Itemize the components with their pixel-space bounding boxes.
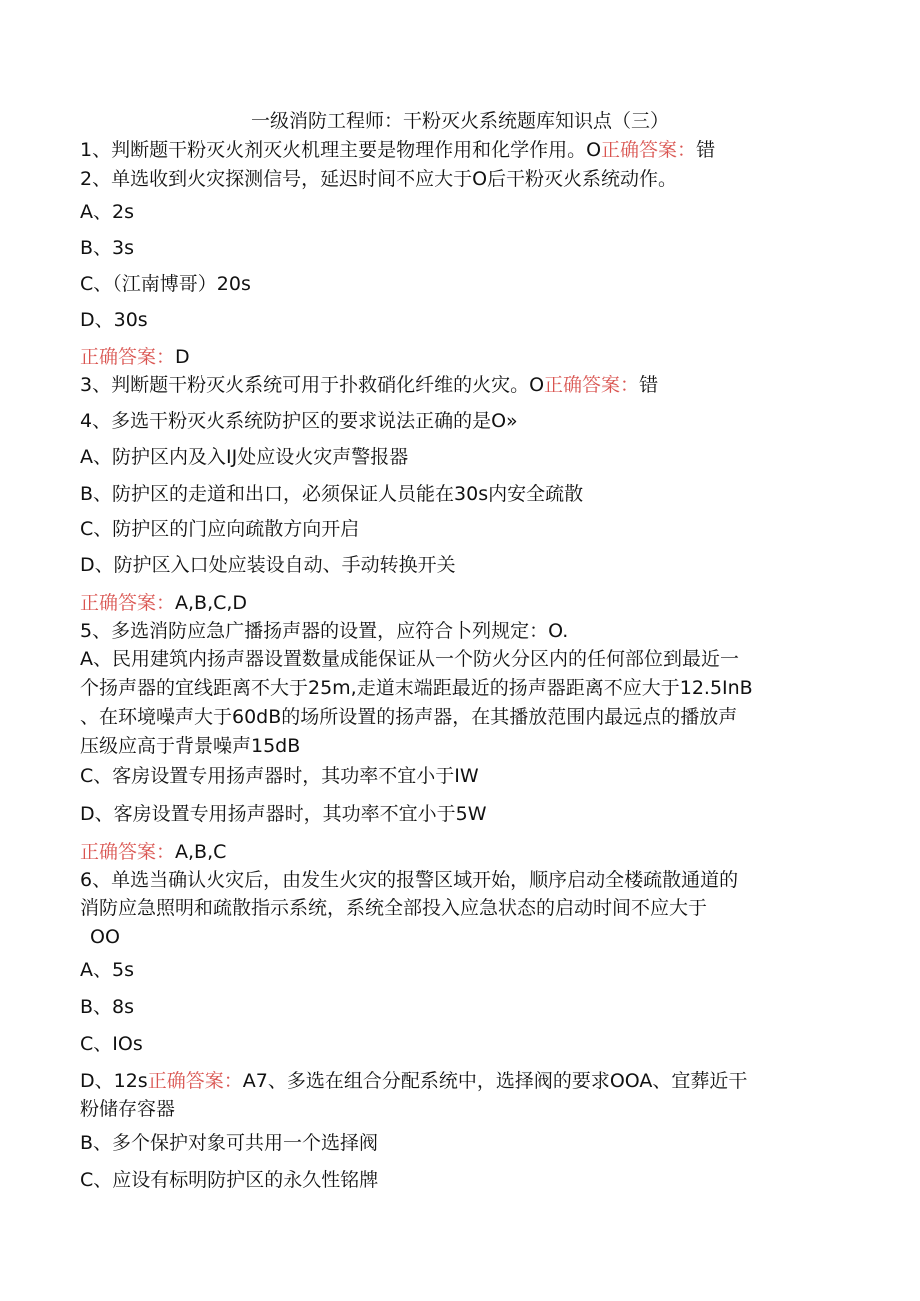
question-6-line: 消防应急照明和疏散指示系统，系统全部投入应急状态的启动时间不应大于	[80, 897, 708, 919]
option-a: A、5s	[80, 959, 134, 981]
question-6-line: OO	[90, 926, 120, 948]
answer-label: 正确答案：	[80, 841, 176, 863]
answer-value: A,B,C,D	[175, 592, 248, 614]
option-c: C、防护区的门应向疏散方向开启	[80, 518, 360, 540]
question-7-line: 粉储存容器	[80, 1098, 176, 1120]
question-2: 2、单选收到火灾探测信号，延迟时间不应大于O后干粉灭火系统动作。	[80, 168, 678, 190]
question-3	[80, 373, 658, 397]
option-c: C、应设有标明防护区的永久性铭牌	[80, 1169, 379, 1191]
page-title: 一级消防工程师：干粉灭火系统题库知识点（三）	[250, 110, 669, 132]
option-b: B、防护区的走道和出口，必须保证人员能在30s内安全疏散	[80, 483, 584, 505]
answer-label: 正确答案：	[147, 1070, 243, 1092]
question-7: 7、多选在组合分配系统中，选择阀的要求OOA、宜葬近干	[255, 1070, 748, 1092]
option-c: C、客房设置专用扬声器时，其功率不宜小于IW	[80, 765, 479, 787]
option-a: A、2s	[80, 201, 134, 223]
question-1	[80, 138, 715, 162]
option-a: A、防护区内及入IJ处应设火灾声警报器	[80, 446, 409, 468]
question-text: 1、判断题干粉灭火剂灭火机理主要是物理作用和化学作用。O	[80, 139, 602, 161]
question-4: 4、多选干粉灭火系统防护区的要求说法正确的是O»	[80, 410, 518, 432]
option-c: C、IOs	[80, 1033, 143, 1055]
option-a-line: 压级应高于背景噪声15dB	[80, 735, 301, 757]
option-c: C、（江南博哥）20s	[80, 273, 251, 295]
question-5: 5、多选消防应急广播扬声器的设置，应符合卜列规定：O.	[80, 620, 569, 642]
option-a-line: A、民用建筑内扬声器设置数量成能保证从一个防火分区内的任何部位到最近一	[80, 648, 739, 670]
answer-line	[80, 591, 247, 615]
answer-value: A	[242, 1070, 256, 1092]
answer-value: A,B,C	[175, 841, 227, 863]
answer-value: D	[175, 346, 190, 368]
option-a-line: 个扬声器的宜线距离不大于25m,走道末端距最近的扬声器距离不应大于12.5InB	[80, 677, 753, 699]
answer-label: 正确答案：	[544, 374, 640, 396]
answer-label: 正确答案：	[80, 592, 176, 614]
option-b: B、8s	[80, 996, 135, 1018]
question-text: 3、判断题干粉灭火系统可用于扑救硝化纤维的火灾。O	[80, 374, 545, 396]
answer-value: 错	[639, 374, 659, 396]
question-6-line: 6、单选当确认火灾后，由发生火灾的报警区域开始，顺序启动全楼疏散通道的	[80, 869, 739, 891]
option-d: D、12s	[80, 1070, 148, 1092]
option-b: B、3s	[80, 237, 135, 259]
answer-line	[80, 345, 190, 369]
answer-label: 正确答案：	[601, 139, 697, 161]
option-d: D、30s	[80, 309, 148, 331]
option-d: D、客房设置专用扬声器时，其功率不宜小于5W	[80, 803, 487, 825]
option-d-with-answer	[80, 1069, 747, 1093]
option-d: D、防护区入口处应装设自动、手动转换开关	[80, 554, 456, 576]
option-b: B、多个保护对象可共用一个选择阀	[80, 1132, 379, 1154]
answer-value: 错	[696, 139, 716, 161]
answer-line	[80, 840, 226, 864]
option-a-line: 、在环境噪声大于60dB的场所设置的扬声器，在其播放范围内最远点的播放声	[80, 706, 738, 728]
answer-label: 正确答案：	[80, 346, 176, 368]
